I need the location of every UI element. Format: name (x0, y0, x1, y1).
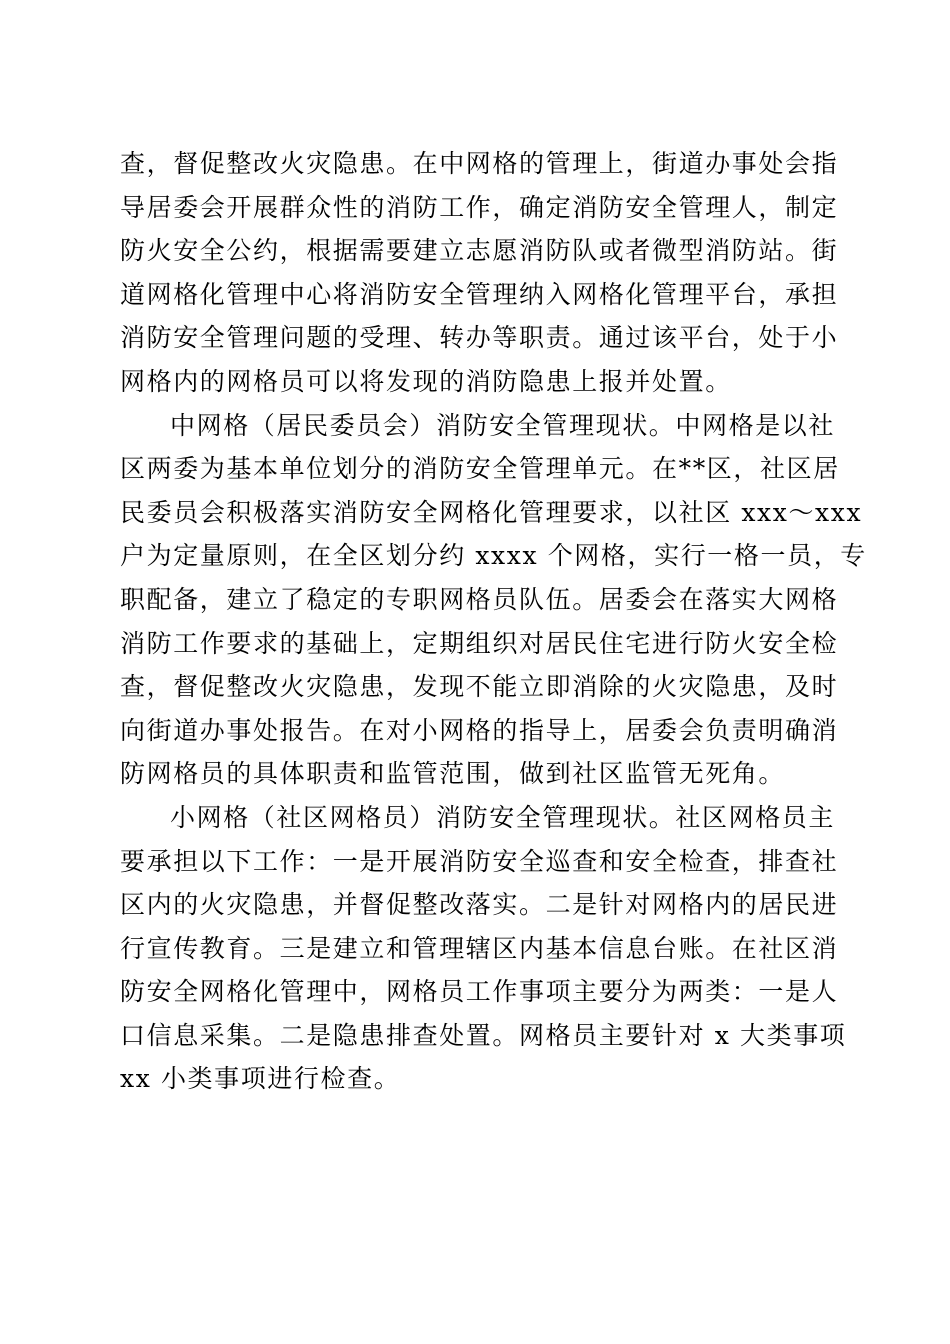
text-line: 区两委为基本单位划分的消防安全管理单元。在**区，社区居 (120, 454, 840, 484)
text-line: 行宣传教育。三是建立和管理辖区内基本信息台账。在社区消 (120, 933, 839, 963)
text-line: 中网格（居民委员会）消防安全管理现状。中网格是以社 (170, 410, 836, 440)
document-body (120, 142, 867, 1101)
text-line: 防安全网格化管理中，网格员工作事项主要分为两类：一是人 (120, 977, 839, 1007)
text-line: 职配备，建立了稳定的专职网格员队伍。居委会在落实大网格 (120, 584, 839, 614)
text-line: 向街道办事处报告。在对小网格的指导上，居委会负责明确消 (120, 715, 839, 745)
paragraph-2 (120, 404, 867, 796)
text-line: 要承担以下工作：一是开展消防安全巡查和安全检查，排查社 (120, 846, 839, 876)
text-line: 户为定量原则，在全区划分约 xxxx 个网格，实行一格一员，专 (120, 541, 867, 571)
text-line: 小网格（社区网格员）消防安全管理现状。社区网格员主 (170, 802, 836, 832)
text-line: xx 小类事项进行检查。 (120, 1064, 401, 1094)
text-line: 口信息采集。二是隐患排查处置。网格员主要针对 x 大类事项 (120, 1020, 847, 1050)
text-line: 防火安全公约，根据需要建立志愿消防队或者微型消防站。街 (120, 236, 839, 266)
text-line: 消防安全管理问题的受理、转办等职责。通过该平台，处于小 (120, 323, 839, 353)
text-line: 区内的火灾隐患，并督促整改落实。二是针对网格内的居民进 (120, 890, 839, 920)
text-line: 消防工作要求的基础上，定期组织对居民住宅进行防火安全检 (120, 628, 839, 658)
paragraph-3 (120, 796, 847, 1101)
text-line: 道网格化管理中心将消防安全管理纳入网格化管理平台，承担 (120, 279, 839, 309)
text-line: 民委员会积极落实消防安全网格化管理要求，以社区 xxx～xxx (120, 497, 863, 527)
text-line: 导居委会开展群众性的消防工作，确定消防安全管理人，制定 (120, 192, 839, 222)
text-line: 查，督促整改火灾隐患。在中网格的管理上，街道办事处会指 (120, 149, 839, 178)
text-line: 查，督促整改火灾隐患，发现不能立即消除的火灾隐患，及时 (120, 672, 839, 702)
text-line: 网格内的网格员可以将发现的消防隐患上报并处置。 (120, 366, 732, 396)
text-line: 防网格员的具体职责和监管范围，做到社区监管无死角。 (120, 759, 786, 789)
paragraph-1 (120, 142, 839, 404)
